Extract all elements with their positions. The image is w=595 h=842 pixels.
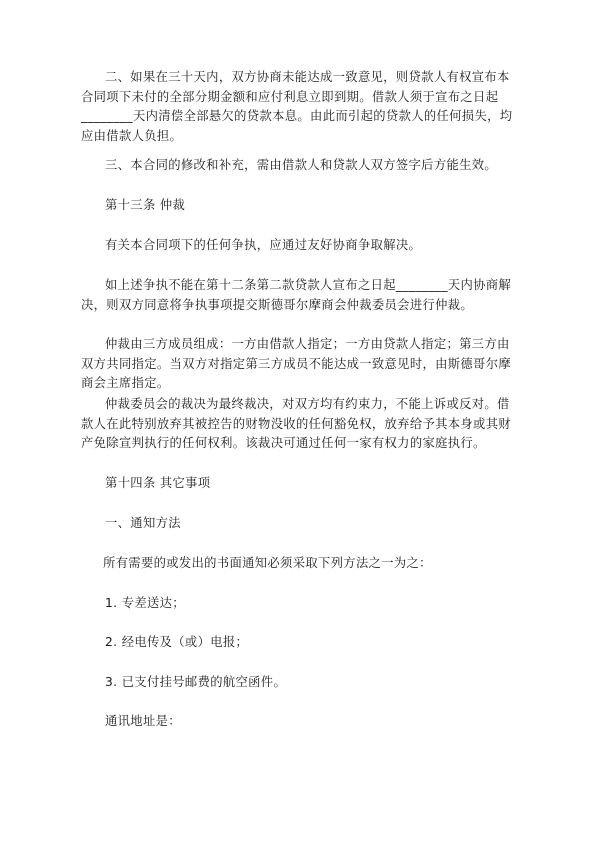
- paragraph-final-ruling: 仲裁委员会的裁决为最终裁决，对双方均有约束力，不能上诉或反对。借款人在此特别放弃其被控告的财物没收的任何豁免权，放弃给予其本身或其财产免除宣判执行的任何权利。该裁决可通过任何一家有权力的家庭执行。: [81, 397, 511, 450]
- paragraph-submit-arbitration: 如上述争执不能在第十二条第二款贷款人宣布之日起________天内协商解决，则双方同意将争执事项提交斯德哥尔摩商会仲裁委员会进行仲裁。: [81, 278, 512, 312]
- paragraph-written-notice: 所有需要的或发出的书面通知必须采取下列方法之一为之：: [103, 556, 432, 570]
- heading-article-14-other-matters: 第十四条 其它事项: [105, 476, 211, 490]
- paragraph-friendly-negotiation: 有关本合同项下的任何争执，应通过友好协商争取解决。: [105, 238, 422, 252]
- paragraph-loan-acceleration: 二、如果在三十天内，双方协商未能达成一致意见，则贷款人有权宣布本合同项下未付的全部分期金额和应付利息立即到期。借款人须于宣布之日起________天内清偿全部悬欠的贷款本息。由此而引起的贷款人的任何损失，均应由借款人负担。: [81, 70, 513, 143]
- paragraph-mailing-address: 通讯地址是：: [105, 714, 181, 728]
- list-item-courier: 1. 专差送达；: [105, 596, 185, 610]
- paragraph-amendment: 三、本合同的修改和补充，需由借款人和贷款人双方签字后方能生效。: [105, 158, 498, 172]
- heading-article-13-arbitration: 第十三条 仲裁: [105, 198, 186, 212]
- list-item-telex-telegram: 2. 经电传及（或）电报；: [105, 635, 249, 649]
- paragraph-arbitration-members: 仲裁由三方成员组成：一方由借款人指定；一方由贷款人指定；第三方由双方共同指定。当双方对指定第三方成员不能达成一致意见时，由斯德哥尔摩商会主席指定。: [81, 337, 511, 390]
- list-item-airmail: 3. 已支付挂号邮费的航空函件。: [105, 675, 287, 689]
- heading-notice-method: 一、通知方法: [105, 516, 181, 530]
